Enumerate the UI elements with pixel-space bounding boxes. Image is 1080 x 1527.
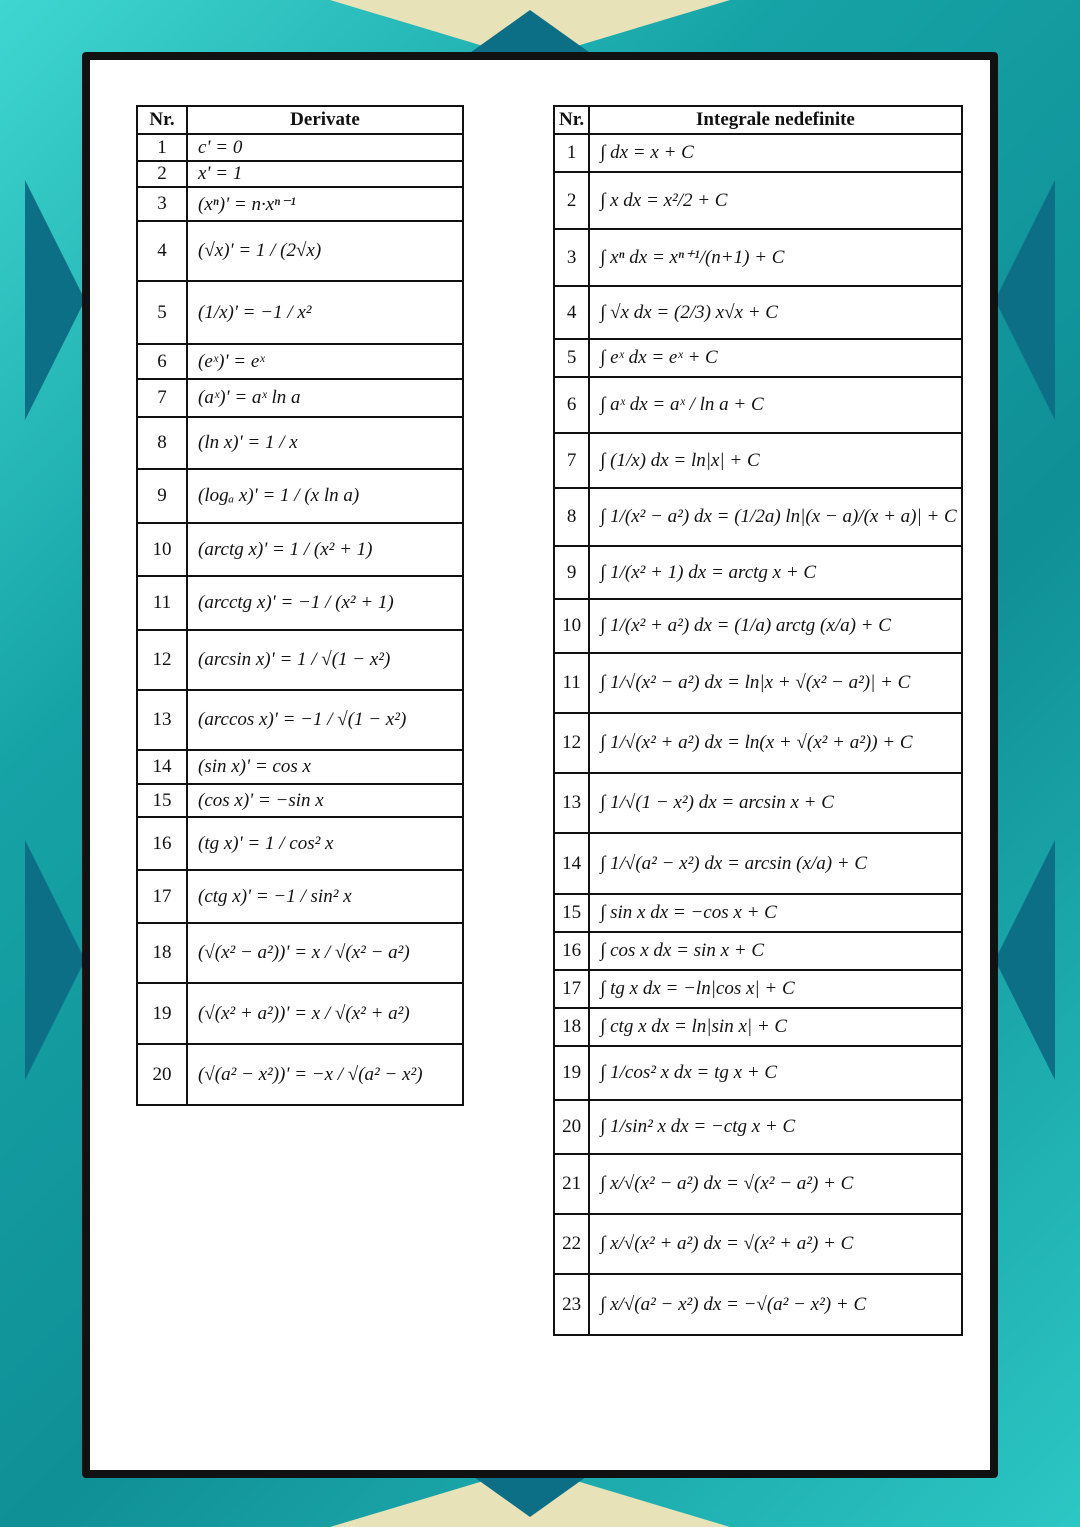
row-number: 12	[554, 713, 589, 773]
row-number: 7	[137, 379, 187, 417]
table-row	[137, 417, 463, 469]
table-row	[554, 894, 962, 932]
table-row	[554, 546, 962, 599]
formula: ∫ √x dx = (2/3) x√x + C	[589, 286, 962, 339]
table-row	[137, 983, 463, 1044]
row-number: 21	[554, 1154, 589, 1214]
row-number: 4	[137, 221, 187, 281]
formula: ∫ 1/√(x² − a²) dx = ln|x + √(x² − a²)| + C	[589, 653, 962, 713]
table-row	[137, 134, 463, 161]
table-row	[137, 817, 463, 870]
formula: (arcsin x)' = 1 / √(1 − x²)	[187, 630, 463, 690]
row-number: 13	[554, 773, 589, 833]
row-number: 19	[554, 1046, 589, 1100]
row-number: 12	[137, 630, 187, 690]
table-row	[137, 221, 463, 281]
table-row	[137, 523, 463, 576]
table-row	[137, 379, 463, 417]
row-number: 22	[554, 1214, 589, 1274]
decor-left-triangle	[25, 840, 85, 1080]
formula: (arccos x)' = −1 / √(1 − x²)	[187, 690, 463, 750]
header-nr: Nr.	[554, 106, 589, 134]
row-number: 11	[137, 576, 187, 630]
formula: ∫ 1/cos² x dx = tg x + C	[589, 1046, 962, 1100]
decor-right-triangle	[995, 840, 1055, 1080]
row-number: 8	[137, 417, 187, 469]
row-number: 23	[554, 1274, 589, 1335]
row-number: 1	[554, 134, 589, 172]
derivatives-table	[136, 105, 464, 1106]
decor-right-triangle	[995, 180, 1055, 420]
table-row	[554, 172, 962, 229]
table-row	[137, 344, 463, 379]
row-number: 9	[137, 469, 187, 523]
row-number: 13	[137, 690, 187, 750]
formula: ∫ eˣ dx = eˣ + C	[589, 339, 962, 377]
table-row	[554, 229, 962, 286]
table-row	[554, 1154, 962, 1214]
formula: ∫ xⁿ dx = xⁿ⁺¹/(n+1) + C	[589, 229, 962, 286]
table-row	[554, 653, 962, 713]
table-row	[137, 281, 463, 344]
formula: (arcctg x)' = −1 / (x² + 1)	[187, 576, 463, 630]
row-number: 5	[554, 339, 589, 377]
table-row	[554, 286, 962, 339]
formula: c' = 0	[187, 134, 463, 161]
row-number: 16	[137, 817, 187, 870]
row-number: 6	[137, 344, 187, 379]
table-row	[137, 1044, 463, 1105]
table-row	[137, 784, 463, 817]
table-row	[554, 932, 962, 970]
formula: ∫ tg x dx = −ln|cos x| + C	[589, 970, 962, 1008]
decor-left-triangle	[25, 180, 85, 420]
row-number: 15	[554, 894, 589, 932]
header-derivatives: Derivate	[187, 106, 463, 134]
table-row	[554, 339, 962, 377]
table-row	[137, 469, 463, 523]
formula: ∫ 1/(x² − a²) dx = (1/2a) ln|(x − a)/(x + a)| + C	[589, 488, 962, 546]
formula: ∫ ctg x dx = ln|sin x| + C	[589, 1008, 962, 1046]
row-number: 11	[554, 653, 589, 713]
row-number: 1	[137, 134, 187, 161]
table-row	[137, 690, 463, 750]
formula: (cos x)' = −sin x	[187, 784, 463, 817]
row-number: 3	[554, 229, 589, 286]
formula: (xⁿ)' = n·xⁿ⁻¹	[187, 187, 463, 221]
formula: (tg x)' = 1 / cos² x	[187, 817, 463, 870]
table-row	[137, 576, 463, 630]
table-row	[137, 923, 463, 983]
header-nr: Nr.	[137, 106, 187, 134]
formula: (1/x)' = −1 / x²	[187, 281, 463, 344]
row-number: 10	[554, 599, 589, 653]
table-row	[554, 1008, 962, 1046]
row-number: 2	[137, 161, 187, 187]
row-number: 17	[137, 870, 187, 923]
row-number: 4	[554, 286, 589, 339]
row-number: 10	[137, 523, 187, 576]
formula: (eˣ)' = eˣ	[187, 344, 463, 379]
formula: ∫ 1/√(x² + a²) dx = ln(x + √(x² + a²)) + C	[589, 713, 962, 773]
table-row	[554, 713, 962, 773]
row-number: 9	[554, 546, 589, 599]
row-number: 15	[137, 784, 187, 817]
row-number: 16	[554, 932, 589, 970]
formula: ∫ x dx = x²/2 + C	[589, 172, 962, 229]
formula: ∫ 1/√(1 − x²) dx = arcsin x + C	[589, 773, 962, 833]
formula: ∫ 1/(x² + a²) dx = (1/a) arctg (x/a) + C	[589, 599, 962, 653]
row-number: 7	[554, 433, 589, 488]
formula: ∫ 1/(x² + 1) dx = arctg x + C	[589, 546, 962, 599]
table-row	[137, 750, 463, 784]
integrals-table	[553, 105, 963, 1336]
formula: (√(x² − a²))' = x / √(x² − a²)	[187, 923, 463, 983]
row-number: 5	[137, 281, 187, 344]
formula: x' = 1	[187, 161, 463, 187]
table-row	[137, 870, 463, 923]
formula: (arctg x)' = 1 / (x² + 1)	[187, 523, 463, 576]
table-row	[554, 1274, 962, 1335]
formula: (√(a² − x²))' = −x / √(a² − x²)	[187, 1044, 463, 1105]
formula: ∫ dx = x + C	[589, 134, 962, 172]
table-row	[554, 1100, 962, 1154]
header-integrals: Integrale nedefinite	[589, 106, 962, 134]
table-row	[554, 970, 962, 1008]
formula: (ctg x)' = −1 / sin² x	[187, 870, 463, 923]
formula: (√(x² + a²))' = x / √(x² + a²)	[187, 983, 463, 1044]
row-number: 14	[554, 833, 589, 894]
row-number: 17	[554, 970, 589, 1008]
formula: (√x)' = 1 / (2√x)	[187, 221, 463, 281]
row-number: 14	[137, 750, 187, 784]
formula: ∫ (1/x) dx = ln|x| + C	[589, 433, 962, 488]
table-row	[554, 134, 962, 172]
row-number: 8	[554, 488, 589, 546]
row-number: 19	[137, 983, 187, 1044]
row-number: 3	[137, 187, 187, 221]
table-row	[554, 1214, 962, 1274]
formula: ∫ sin x dx = −cos x + C	[589, 894, 962, 932]
formula: ∫ 1/√(a² − x²) dx = arcsin (x/a) + C	[589, 833, 962, 894]
table-row	[554, 433, 962, 488]
formula: ∫ cos x dx = sin x + C	[589, 932, 962, 970]
table-row	[554, 773, 962, 833]
table-row	[554, 1046, 962, 1100]
table-row	[137, 187, 463, 221]
row-number: 6	[554, 377, 589, 433]
formula: ∫ x/√(x² + a²) dx = √(x² + a²) + C	[589, 1214, 962, 1274]
row-number: 18	[137, 923, 187, 983]
formula: (aˣ)' = aˣ ln a	[187, 379, 463, 417]
formula: ∫ aˣ dx = aˣ / ln a + C	[589, 377, 962, 433]
row-number: 20	[554, 1100, 589, 1154]
formula: (sin x)' = cos x	[187, 750, 463, 784]
table-row	[554, 833, 962, 894]
formula: ∫ x/√(x² − a²) dx = √(x² − a²) + C	[589, 1154, 962, 1214]
row-number: 18	[554, 1008, 589, 1046]
formula: ∫ 1/sin² x dx = −ctg x + C	[589, 1100, 962, 1154]
row-number: 2	[554, 172, 589, 229]
formula: ∫ x/√(a² − x²) dx = −√(a² − x²) + C	[589, 1274, 962, 1335]
table-row	[554, 377, 962, 433]
row-number: 20	[137, 1044, 187, 1105]
formula: (logₐ x)' = 1 / (x ln a)	[187, 469, 463, 523]
table-row	[554, 599, 962, 653]
table-row	[554, 488, 962, 546]
formula: (ln x)' = 1 / x	[187, 417, 463, 469]
table-row	[137, 161, 463, 187]
table-row	[137, 630, 463, 690]
